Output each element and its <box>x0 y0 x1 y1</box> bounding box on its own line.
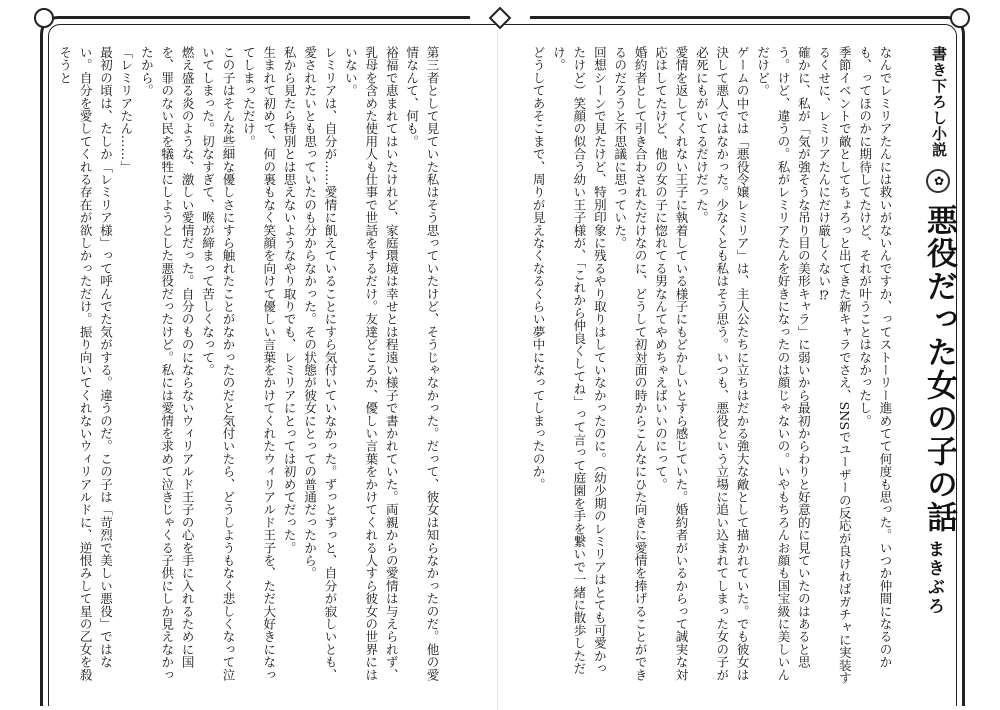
paragraph: レミリアは、自分が……愛情に飢えていることにすら気付いていなかった。ずっとずっと、自分が寂しいとも、愛されたいとも思っていたのも分からなかった。その状態が彼女にとっての普通だったから。 <box>302 46 338 681</box>
paragraph: この子はそんな些細な優しさにすら触れたことがなかったのだと気付いたら、どうしようもなく悲しくなって泣いてしまった。切なすぎて、喉が締まって苦しくなって。 <box>200 46 236 681</box>
right-page-text <box>531 46 895 686</box>
paragraph: 裕福で恵まれてはいたけれど、家庭環境は幸せとは程遠い様子で書かれていた。両親からの愛情は与えられず、乳母を含めた使用人も仕事で世話をするだけ。友達どころか、優しい言葉をかけてくれる人すら彼女の世界にはいない。 <box>343 46 400 681</box>
paragraph: どうしてあそこまで、周りが見えなくなるくらい夢中になってしまったのか。 <box>531 46 547 491</box>
paragraph: 生まれて初めて、何の裏もなく笑顔を向けて優しい言葉をかけてくれたウィリアルド王子を、ただ大好きになってしまっただけ。 <box>241 46 277 681</box>
paragraph: 第三者として見ていた私はそう思っていたけど、そうじゃなかった。だって、彼女は知らなかったのだ。他の愛情なんて、何も。 <box>404 46 440 681</box>
paragraph: 愛情を返してくれない王子に執着している様子にもどかしいとすら感じていた。婚約者がいるからって誠実な対応はしてたけど、他の女の子に惚れてる男なんてやめちゃえばいいのにって。 <box>653 46 689 681</box>
frame-ornament-left-icon <box>34 8 54 28</box>
story-title: 悪役だった女の子の話 <box>921 204 957 535</box>
paragraph: 婚約者として引き合わされただけなのに、どうして初対面の時からこんなにひた向きに愛情を捧げることができるのだろうと不思議に思っていた。 <box>612 46 649 681</box>
paragraph: なんでレミリアたんには救いがないんですか、ってストーリー進めてて何度も思った。いつか仲間になるのかも、ってほのかに期待してたけど、それが叶うことはなかったし。 <box>857 46 893 669</box>
paragraph: 季節イベントで敵としてちょろっと出てきた新キャラでさえ、SNSでユーザーの反応が良ければガチャに実装するくせに、レミリアたんにだけ厳しくない⁉ <box>816 46 853 685</box>
paragraph: ゲームの中では「悪役令嬢レミリア」は、主人公たちに立ちはだかる強大な敵として描かれていた。でも彼女は決して悪人ではなかった。少なくとも私はそう思う。いつも、悪役という立場に追い込まれてしまった女の子が必死にもがいてるだけだった。 <box>694 46 751 681</box>
paragraph: 燃え盛る炎のような、激しい愛情だった。自分のものにならないウィリアルド王子の心を手に入れるために国を、罪のない民を犠牲にしようとした悪役だったけど。私には愛情を求めて泣きじゃくる子供にしか見えなかったから。 <box>139 46 196 681</box>
left-page-text <box>57 46 442 686</box>
story-label: 書き下ろし小説 <box>930 46 948 158</box>
frame-ornament-right-icon <box>950 8 970 28</box>
paragraph: 確かに、私が「気が強そうな吊り目の美形キャラ」に弱いから最初からわりと好意的に見ていたのはあると思う。けど、違うの。私がレミリアたんを好きになったのは顔じゃないの。いやもちろんお顔も国宝級に美しいんだけど。 <box>755 46 812 681</box>
paragraph: 「レミリアたん……」 <box>118 46 134 173</box>
paragraph: 回想シーンで見たけど、特別印象に残るやり取りはしていなかったのに。（幼少期のレミリアはとても可愛かったけど）笑顔の似合う幼い王子様が、「これから仲良くしてね」って言って庭園を手を繋いで一緒に散歩しただけ。 <box>551 46 608 675</box>
page-spine <box>497 30 498 710</box>
author-name: まきぶろ <box>924 540 944 616</box>
paragraph: 私から見たら特別とは思えないようなやり取りでも、レミリアにとっては初めてだった。 <box>282 46 298 554</box>
rose-icon: ✿ <box>926 169 950 193</box>
paragraph: 最初の頃は、たしか「レミリア様」って呼んでた気がする。違うのだ。この子は「苛烈で美しい悪役」ではない。自分を愛してくれる存在が欲しかっただけ。振り向いてくれないウィリアルドに、逆恨みして星の乙女を殺そうと <box>57 46 114 681</box>
